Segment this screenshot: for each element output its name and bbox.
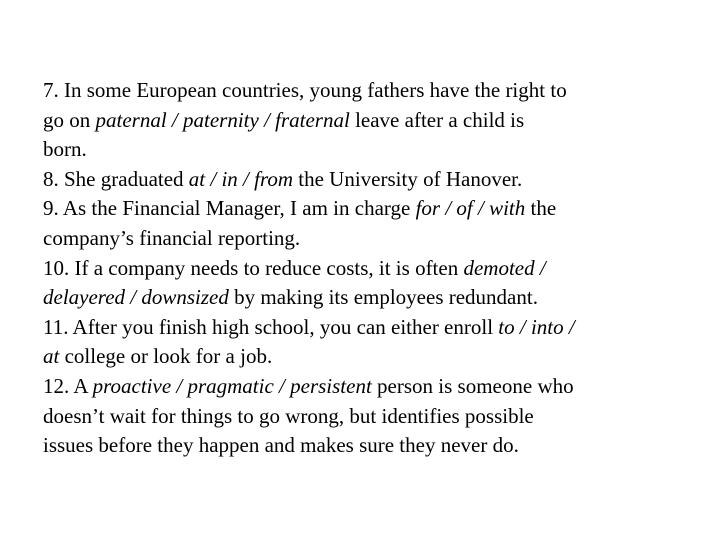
item-text: 10. If a company needs to reduce costs, it is often: [43, 255, 464, 280]
item-text: issues before they happen and makes sure they never do.: [43, 433, 519, 458]
item-text: 12. A: [43, 373, 93, 398]
answer-options: for / of / with: [415, 196, 526, 221]
exercise-item: [43, 76, 693, 165]
item-line: [43, 431, 693, 461]
item-line: [43, 76, 693, 106]
exercise-item: [43, 165, 693, 195]
item-text: leave after a child is: [349, 107, 525, 132]
item-line: [43, 165, 693, 195]
answer-options: to / into /: [498, 314, 575, 339]
item-text: 8. She graduated: [43, 166, 189, 191]
item-text: 11. After you finish high school, you can either enroll: [43, 314, 499, 339]
item-line: [43, 224, 693, 254]
answer-options: at: [43, 344, 60, 369]
item-text: by making its employees redundant.: [228, 285, 538, 310]
item-line: [43, 313, 693, 343]
exercise-item: [43, 194, 693, 253]
item-line: [43, 402, 693, 432]
item-text: company’s financial reporting.: [43, 225, 301, 250]
item-line: [43, 283, 693, 313]
exercise-list: [43, 76, 693, 461]
answer-options: delayered / downsized: [43, 285, 229, 310]
item-line: [43, 342, 693, 372]
item-line: [43, 194, 693, 224]
item-line: [43, 106, 693, 136]
item-text: 7. In some European countries, young fathers have the right to: [43, 78, 567, 102]
exercise-item: [43, 372, 693, 461]
item-text: 9. As the Financial Manager, I am in charge: [43, 196, 416, 221]
item-text: the: [525, 196, 557, 221]
answer-options: at / in / from: [188, 166, 294, 191]
item-text: go on: [43, 107, 96, 132]
item-text: person is someone who: [371, 373, 574, 398]
item-text: the University of Hanover.: [293, 166, 523, 191]
exercise-item: [43, 313, 693, 372]
item-text: college or look for a job.: [59, 344, 273, 369]
answer-options: paternal / paternity / fraternal: [95, 107, 350, 132]
item-text: born.: [43, 137, 87, 162]
item-line: [43, 135, 693, 165]
answer-options: demoted /: [463, 255, 546, 280]
exercise-item: [43, 254, 693, 313]
item-line: [43, 372, 693, 402]
item-text: doesn’t wait for things to go wrong, but identifies possible: [43, 403, 534, 428]
item-line: [43, 254, 693, 284]
answer-options: proactive / pragmatic / persistent: [92, 373, 372, 398]
